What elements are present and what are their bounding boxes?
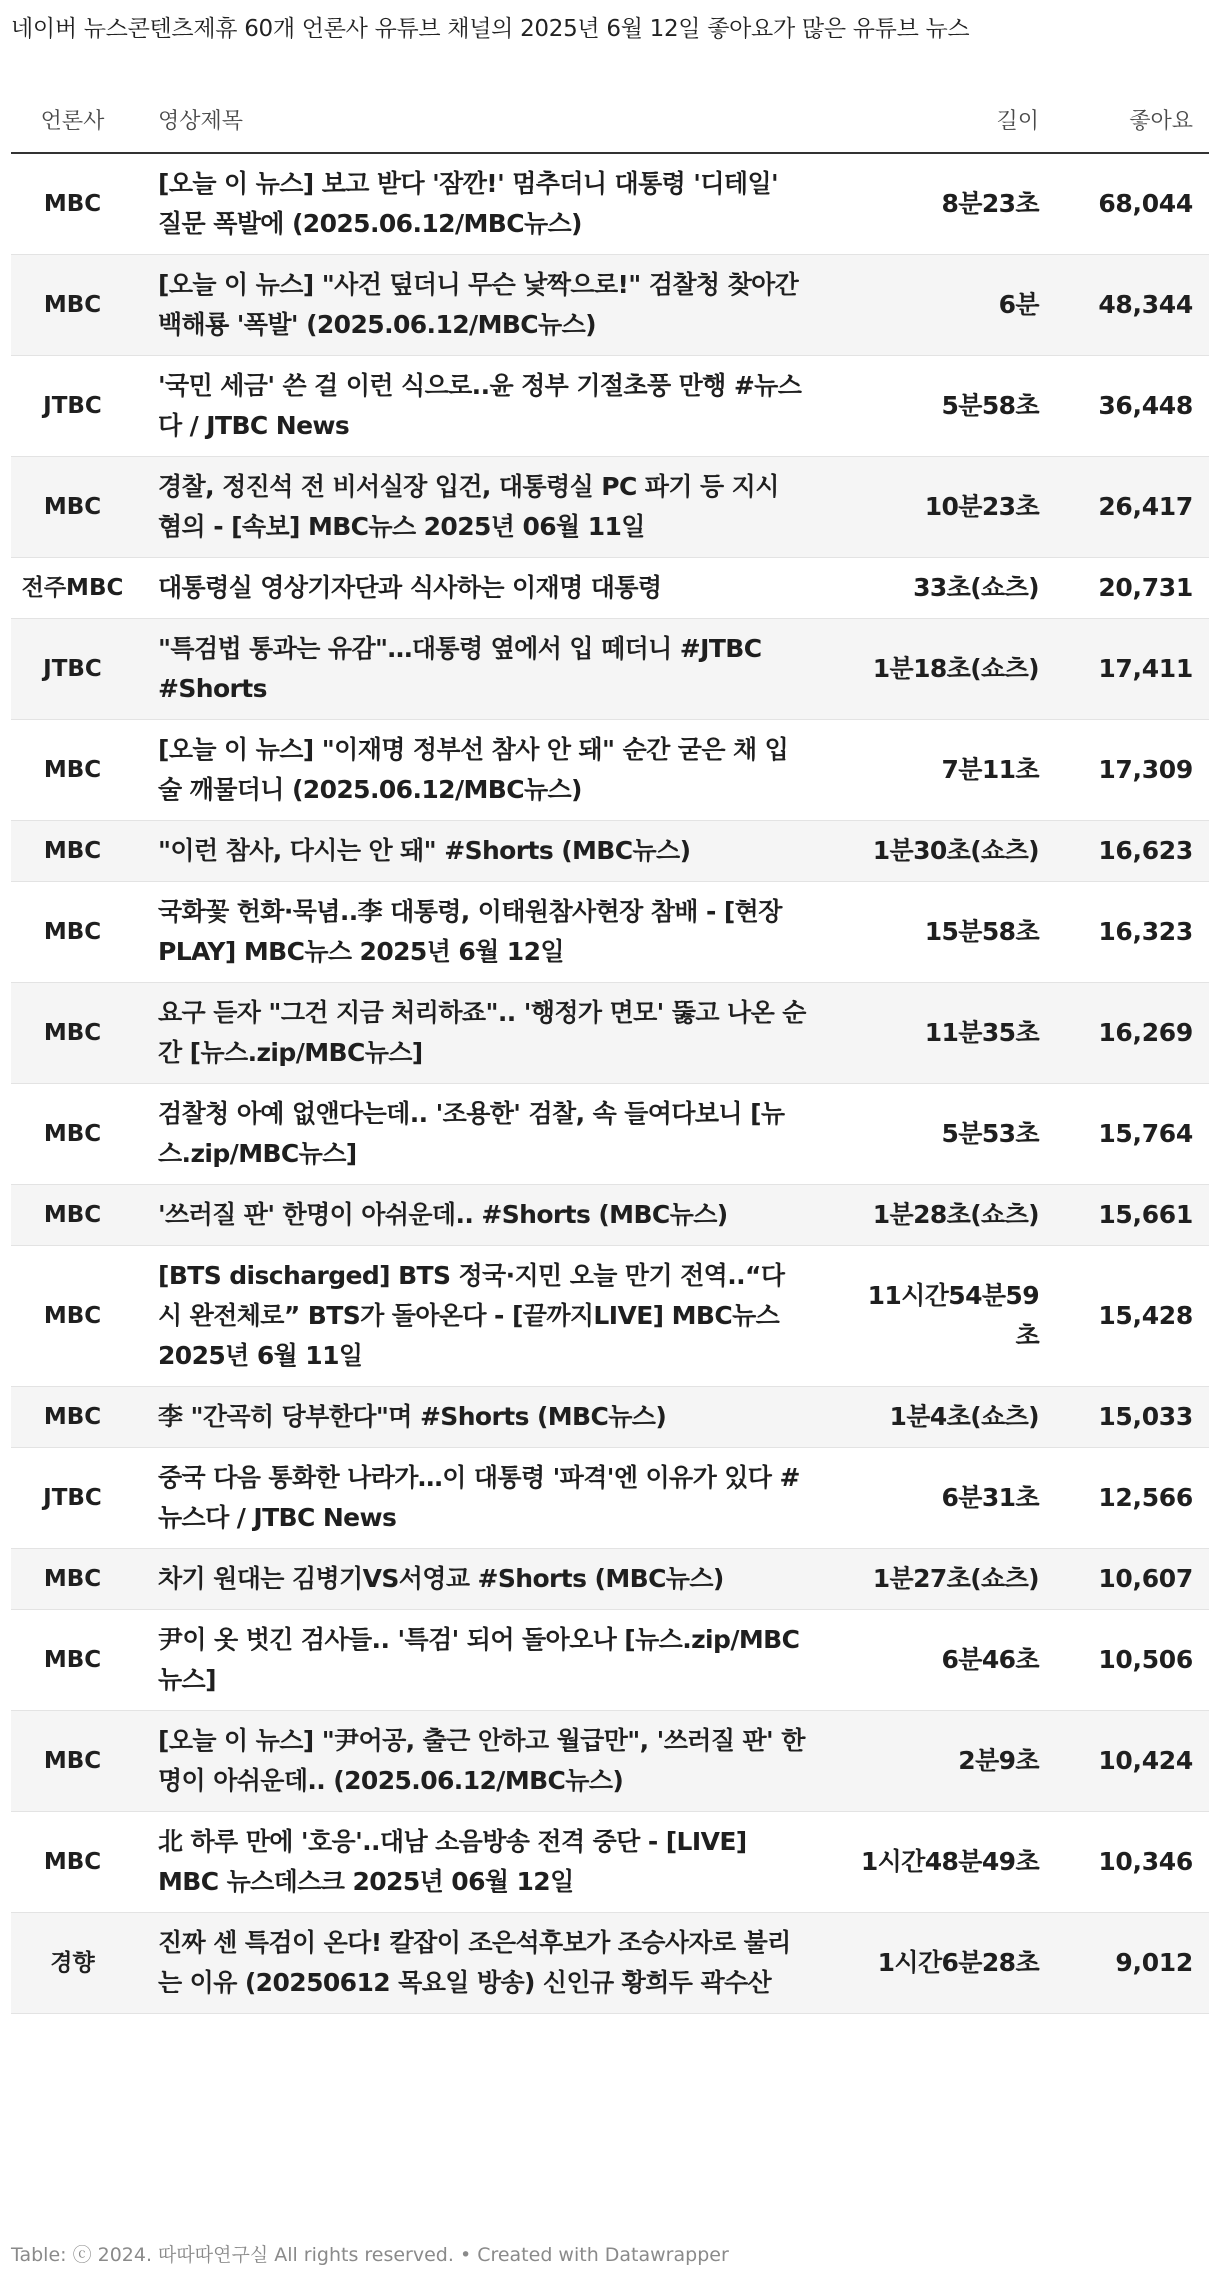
column-header-length[interactable]: 길이: [846, 86, 1059, 153]
cell-length: 1분27초(쇼츠): [872, 1564, 1039, 1593]
cell-likes: 36,448: [1098, 391, 1193, 420]
cell-outlet: MBC: [43, 1303, 102, 1329]
cell-outlet: 경향: [50, 1950, 95, 1976]
table-row: [11, 558, 1209, 619]
cell-likes: 10,607: [1098, 1564, 1193, 1593]
table-row: [11, 457, 1209, 558]
table-row: [11, 356, 1209, 457]
cell-length: 11시간54분59초: [867, 1281, 1039, 1350]
cell-likes: 20,731: [1098, 573, 1193, 602]
cell-outlet: MBC: [43, 1202, 102, 1228]
cell-video-title: 검찰청 아예 없앤다는데.. '조용한' 검찰, 속 들여다보니 [뉴스.zip/MBC뉴스]: [158, 1099, 785, 1168]
cell-likes: 68,044: [1098, 189, 1193, 218]
cell-video-title: "이런 참사, 다시는 안 돼" #Shorts (MBC뉴스): [158, 836, 691, 865]
table-row: [11, 1246, 1209, 1387]
cell-video-title: 요구 듣자 "그건 지금 처리하죠".. '행정가 면모' 뚫고 나온 순간 [뉴스.zip/MBC뉴스]: [158, 998, 806, 1067]
cell-length: 1시간48분49초: [860, 1847, 1039, 1876]
table-row: [11, 1610, 1209, 1711]
cell-video-title: '쓰러질 판' 한명이 아쉬운데.. #Shorts (MBC뉴스): [158, 1200, 728, 1229]
cell-length: 1분30초(쇼츠): [872, 836, 1039, 865]
table-row: [11, 720, 1209, 821]
cell-video-title: 대통령실 영상기자단과 식사하는 이재명 대통령: [158, 573, 662, 602]
cell-length: 2분9초: [958, 1746, 1039, 1775]
cell-likes: 10,346: [1098, 1847, 1193, 1876]
cell-outlet: MBC: [43, 1404, 102, 1430]
cell-video-title: [BTS discharged] BTS 정국·지민 오늘 만기 전역..“다시 완전체로” BTS가 돌아온다 - [끝까지LIVE] MBC뉴스 2025년 6월 11일: [158, 1261, 785, 1370]
cell-length: 7분11초: [941, 755, 1039, 784]
table-body: [11, 153, 1209, 2014]
cell-length: 5분58초: [941, 391, 1039, 420]
cell-likes: 15,661: [1098, 1200, 1193, 1229]
cell-outlet: 전주MBC: [21, 575, 124, 601]
cell-outlet: JTBC: [43, 1485, 102, 1511]
column-header-title[interactable]: 영상제목: [146, 86, 846, 153]
table-row: [11, 983, 1209, 1084]
table-header-row: [11, 86, 1209, 153]
cell-length: 11분35초: [924, 1018, 1039, 1047]
cell-likes: 15,428: [1098, 1301, 1193, 1330]
cell-length: 1분28초(쇼츠): [872, 1200, 1039, 1229]
cell-outlet: MBC: [43, 292, 102, 318]
cell-likes: 12,566: [1098, 1483, 1193, 1512]
cell-length: 6분: [998, 290, 1039, 319]
cell-length: 10분23초: [924, 492, 1039, 521]
cell-video-title: 경찰, 정진석 전 비서실장 입건, 대통령실 PC 파기 등 지시 혐의 - [속보] MBC뉴스 2025년 06월 11일: [158, 472, 779, 541]
cell-video-title: 중국 다음 통화한 나라가…이 대통령 '파격'엔 이유가 있다 #뉴스다 / JTBC News: [158, 1463, 800, 1532]
cell-likes: 26,417: [1098, 492, 1193, 521]
table-row: [11, 255, 1209, 356]
table-row: [11, 1812, 1209, 1913]
cell-outlet: MBC: [43, 838, 102, 864]
cell-likes: 17,309: [1098, 755, 1193, 784]
table-row: [11, 619, 1209, 720]
cell-outlet: JTBC: [43, 656, 102, 682]
cell-outlet: MBC: [43, 1020, 102, 1046]
cell-likes: 9,012: [1115, 1948, 1193, 1977]
cell-outlet: JTBC: [43, 393, 102, 419]
cell-outlet: MBC: [43, 1748, 102, 1774]
column-header-outlet[interactable]: 언론사: [11, 86, 146, 153]
cell-video-title: 尹이 옷 벗긴 검사들.. '특검' 되어 돌아오나 [뉴스.zip/MBC뉴스]: [158, 1625, 800, 1694]
cell-likes: 15,764: [1098, 1119, 1193, 1148]
table-row: [11, 1913, 1209, 2014]
cell-likes: 16,623: [1098, 836, 1193, 865]
cell-likes: 17,411: [1098, 654, 1193, 683]
cell-outlet: MBC: [43, 1121, 102, 1147]
cell-likes: 16,269: [1098, 1018, 1193, 1047]
cell-likes: 10,424: [1098, 1746, 1193, 1775]
cell-video-title: 진짜 센 특검이 온다! 칼잡이 조은석후보가 조승사자로 불리는 이유 (20250612 목요일 방송) 신인규 황희두 곽수산: [158, 1928, 791, 1997]
cell-video-title: 北 하루 만에 '호응'..대남 소음방송 전격 중단 - [LIVE] MBC 뉴스데스크 2025년 06월 12일: [158, 1827, 747, 1896]
cell-video-title: [오늘 이 뉴스] 보고 받다 '잠깐!' 멈추더니 대통령 '디테일' 질문 폭발에 (2025.06.12/MBC뉴스): [158, 169, 779, 238]
cell-video-title: [오늘 이 뉴스] "尹어공, 출근 안하고 월급만", '쓰러질 판' 한명이 아쉬운데.. (2025.06.12/MBC뉴스): [158, 1726, 805, 1795]
cell-outlet: MBC: [43, 919, 102, 945]
cell-video-title: 국화꽃 헌화·묵념..李 대통령, 이태원참사현장 참배 - [현장PLAY] MBC뉴스 2025년 6월 12일: [158, 897, 782, 966]
table-row: [11, 1448, 1209, 1549]
cell-outlet: MBC: [43, 1566, 102, 1592]
cell-length: 1분18초(쇼츠): [872, 654, 1039, 683]
table-row: [11, 821, 1209, 882]
cell-outlet: MBC: [43, 1647, 102, 1673]
table-row: [11, 1549, 1209, 1610]
cell-video-title: "특검법 통과는 유감"…대통령 옆에서 입 떼더니 #JTBC #Shorts: [158, 634, 762, 703]
cell-outlet: MBC: [43, 191, 102, 217]
cell-likes: 10,506: [1098, 1645, 1193, 1674]
table-row: [11, 1084, 1209, 1185]
cell-length: 6분46초: [941, 1645, 1039, 1674]
page-title: 네이버 뉴스콘텐츠제휴 60개 언론사 유튜브 채널의 2025년 6월 12일 좋아요가 많은 유튜브 뉴스: [11, 16, 970, 42]
cell-length: 6분31초: [941, 1483, 1039, 1512]
cell-video-title: 차기 원대는 김병기VS서영교 #Shorts (MBC뉴스): [158, 1564, 724, 1593]
cell-video-title: [오늘 이 뉴스] "사건 덮더니 무슨 낯짝으로!" 검찰청 찾아간 백해룡 '폭발' (2025.06.12/MBC뉴스): [158, 270, 799, 339]
cell-length: 15분58초: [924, 917, 1039, 946]
cell-length: 1시간6분28초: [877, 1948, 1039, 1977]
cell-outlet: MBC: [43, 1849, 102, 1875]
cell-outlet: MBC: [43, 494, 102, 520]
cell-length: 8분23초: [941, 189, 1039, 218]
cell-length: 5분53초: [941, 1119, 1039, 1148]
table-row: [11, 882, 1209, 983]
cell-likes: 48,344: [1098, 290, 1193, 319]
cell-length: 1분4초(쇼츠): [889, 1402, 1039, 1431]
table-row: [11, 153, 1209, 255]
cell-likes: 15,033: [1098, 1402, 1193, 1431]
cell-outlet: MBC: [43, 757, 102, 783]
table-row: [11, 1185, 1209, 1246]
cell-video-title: '국민 세금' 쓴 걸 이런 식으로..윤 정부 기절초풍 만행 #뉴스다 / JTBC News: [158, 371, 802, 440]
cell-length: 33초(쇼츠): [913, 573, 1039, 602]
cell-video-title: [오늘 이 뉴스] "이재명 정부선 참사 안 돼" 순간 굳은 채 입술 깨물더니 (2025.06.12/MBC뉴스): [158, 735, 789, 804]
column-header-likes[interactable]: 좋아요: [1059, 86, 1209, 153]
news-table: [11, 86, 1209, 2014]
cell-video-title: 李 "간곡히 당부한다"며 #Shorts (MBC뉴스): [158, 1402, 667, 1431]
table-row: [11, 1711, 1209, 1812]
table-row: [11, 1387, 1209, 1448]
cell-likes: 16,323: [1098, 917, 1193, 946]
table-footer: Table: ⓒ 2024. 따따따연구실 All rights reserved. • Created with Datawrapper: [11, 2244, 729, 2266]
